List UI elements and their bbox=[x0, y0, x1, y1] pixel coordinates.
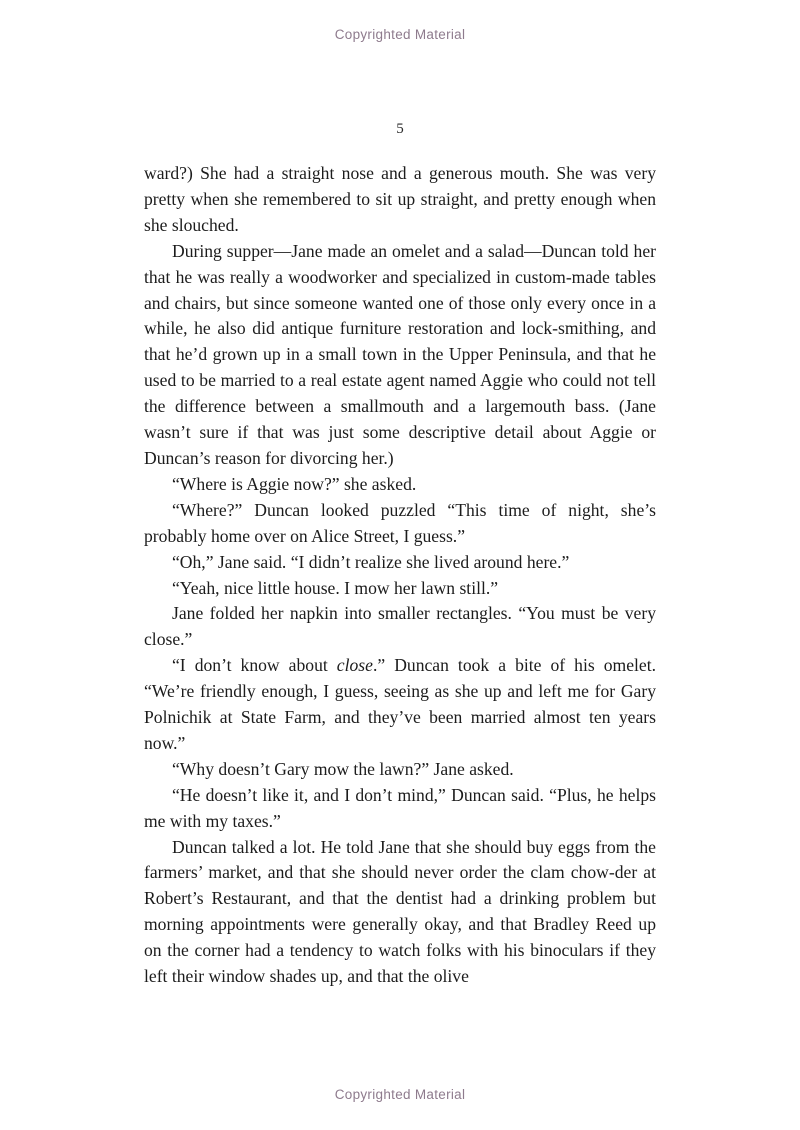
paragraph bbox=[144, 835, 656, 990]
page-body-text bbox=[144, 161, 656, 990]
text-segment: “Oh,” Jane said. “I didn’t realize she lived around here.” bbox=[172, 551, 570, 572]
paragraph bbox=[144, 601, 656, 653]
paragraph bbox=[144, 576, 656, 602]
text-segment: “He doesn’t like it, and I don’t mind,” Duncan said. “Plus, he helps me with my taxes.” bbox=[144, 784, 656, 831]
text-segment: .” Duncan took a bite of his omelet. “We’re friendly enough, I guess, seeing as she up and left me for Gary Polnichik at State Farm, and they’ve been married almost ten years now.” bbox=[144, 655, 657, 753]
paragraph bbox=[144, 783, 656, 835]
text-segment: Duncan talked a lot. He told Jane that she should buy eggs from the farmers’ market, and that she should never order the clam chow-der at Robert’s Restaurant, and that the dentist had a drinking problem but morning appointments were generally okay, and that Bradley Reed up on the corner had a tendency to watch folks with his binoculars if they left their window shades up, and that the olive bbox=[144, 836, 656, 987]
paragraph bbox=[144, 498, 656, 550]
copyright-notice-top: Copyrighted Material bbox=[334, 27, 466, 42]
paragraph bbox=[144, 757, 656, 783]
paragraph bbox=[144, 472, 656, 498]
text-segment: “Yeah, nice little house. I mow her lawn still.” bbox=[172, 577, 499, 598]
text-segment: During supper—Jane made an omelet and a salad—Duncan told her that he was really a woodworker and specialized in custom-made tables and chairs, but since someone wanted one of those only every once in a while, he also did antique furniture restoration and lock-smithing, and that he’d grown up in a small town in the Upper Peninsula, and that he used to be married to a real estate agent named Aggie who could not tell the difference between a smallmouth and a largemouth bass. (Jane wasn’t sure if that was just some descriptive detail about Aggie or Duncan’s reason for divorcing her.) bbox=[144, 240, 656, 468]
copyright-notice-bottom: Copyrighted Material bbox=[334, 1087, 466, 1102]
text-segment: “Where?” Duncan looked puzzled “This time of night, she’s probably home over on Alice Street, I guess.” bbox=[144, 499, 656, 546]
text-segment: “I don’t know about bbox=[172, 655, 337, 676]
page-number: 5 bbox=[396, 121, 404, 137]
paragraph bbox=[144, 161, 656, 239]
text-segment: Jane folded her napkin into smaller rectangles. “You must be very close.” bbox=[144, 603, 656, 650]
paragraph bbox=[144, 239, 656, 472]
paragraph bbox=[144, 550, 656, 576]
paragraph bbox=[144, 653, 656, 757]
text-segment: “Where is Aggie now?” she asked. bbox=[172, 473, 417, 494]
italic-text-segment: close bbox=[336, 655, 373, 676]
text-segment: ward?) She had a straight nose and a generous mouth. She was very pretty when she remembered to sit up straight, and pretty enough when she slouched. bbox=[144, 163, 656, 235]
text-segment: “Why doesn’t Gary mow the lawn?” Jane asked. bbox=[172, 758, 514, 779]
